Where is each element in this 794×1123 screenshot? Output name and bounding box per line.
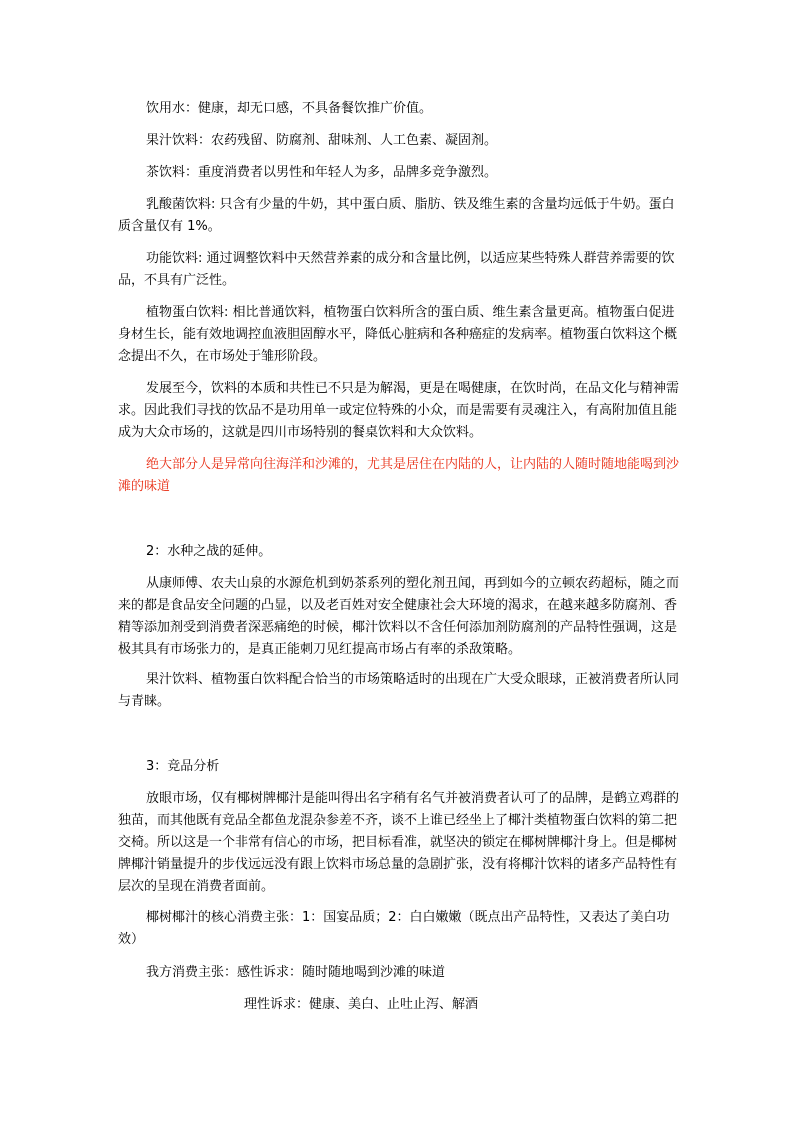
paragraph-juice-drinks: 果汁饮料：农药残留、防腐剂、甜味剂、人工色素、凝固剂。 xyxy=(146,133,498,148)
paragraph-plant-protein-drinks: 植物蛋白饮料: 相比普通饮料，植物蛋白饮料所含的蛋白质、维生素含量更高。植物蛋白促进身材生长，能有效地调控血液胆固醇水平，降低心脏病和各种癌症的发病率。植物蛋白饮料这个概念提出不久，在市场处于雏形阶段。 xyxy=(118,305,678,364)
paragraph-tea-drinks: 茶饮料：重度消费者以男性和年轻人为多，品牌多竞争激烈。 xyxy=(146,165,498,180)
section-heading-2: 2：水种之战的延伸。 xyxy=(146,544,272,559)
paragraph-functional-drinks: 功能饮料: 通过调整饮料中天然营养素的成分和含量比例，以适应某些特殊人群营养需要的饮品，不具有广泛性。 xyxy=(118,251,675,288)
paragraph-rational-claims: 理性诉求：健康、美白、止吐止泻、解酒 xyxy=(244,997,479,1012)
paragraph-drinking-water: 饮用水：健康，却无口感，不具备餐饮推广价值。 xyxy=(146,101,433,116)
paragraph-coconut-tree-claims: 椰树椰汁的核心消费主张：1：国宴品质；2：白白嫩嫩（既点出产品特性，又表达了美白功效） xyxy=(118,910,670,947)
paragraph-highlight-red: 绝大部分人是异常向往海洋和沙滩的，尤其是居住在内陆的人，让内陆的人随时随地能喝到沙滩的味道 xyxy=(118,457,680,494)
paragraph-development: 发展至今，饮料的本质和共性已不只是为解渴，更是在喝健康，在饮时尚，在品文化与精神需求。因此我们寻找的饮品不是功用单一或定位特殊的小众，而是需要有灵魂注入，有高附加值且能成为大众市场的，这就是四川市场特别的餐桌饮料和大众饮料。 xyxy=(118,381,680,440)
paragraph-market-view: 放眼市场，仅有椰树牌椰汁是能叫得出名字稍有名气并被消费者认可了的品牌，是鹤立鸡群的独苗，而其他既有竞品全都鱼龙混杂参差不齐，谈不上谁已经坐上了椰汁类植物蛋白饮料的第二把交椅。所以这是一个非常有信心的市场，把目标看准，就坚决的锁定在椰树牌椰汁身上。但是椰树牌椰汁销量提升的步伐远远没有跟上饮料市场总量的急剧扩张，没有将椰汁饮料的诸多产品特性有层次的呈现在消费者面前。 xyxy=(118,791,680,894)
paragraph-juice-plant-protein: 果汁饮料、植物蛋白饮料配合恰当的市场策略适时的出现在广大受众眼球，正被消费者所认同与青睐。 xyxy=(118,672,680,709)
paragraph-lactic-drinks: 乳酸菌饮料: 只含有少量的牛奶，其中蛋白质、脂肪、铁及维生素的含量均远低于牛奶。蛋白质含量仅有 1%。 xyxy=(118,197,675,234)
paragraph-our-claims: 我方消费主张：感性诉求：随时随地喝到沙滩的味道 xyxy=(146,965,446,980)
section-heading-3: 3：竞品分析 xyxy=(146,759,220,774)
paragraph-water-war: 从康师傅、农夫山泉的水源危机到奶茶系列的塑化剂丑闻，再到如今的立顿农药超标，随之而来的都是食品安全问题的凸显，以及老百姓对安全健康社会大环境的渴求，在越来越多防腐剂、香精等添加剂受到消费者深恶痛绝的时候，椰汁饮料以不含任何添加剂防腐剂的产品特性强调，这是极其具有市场张力的，是真正能刺刀见红提高市场占有率的杀敌策略。 xyxy=(118,576,680,657)
